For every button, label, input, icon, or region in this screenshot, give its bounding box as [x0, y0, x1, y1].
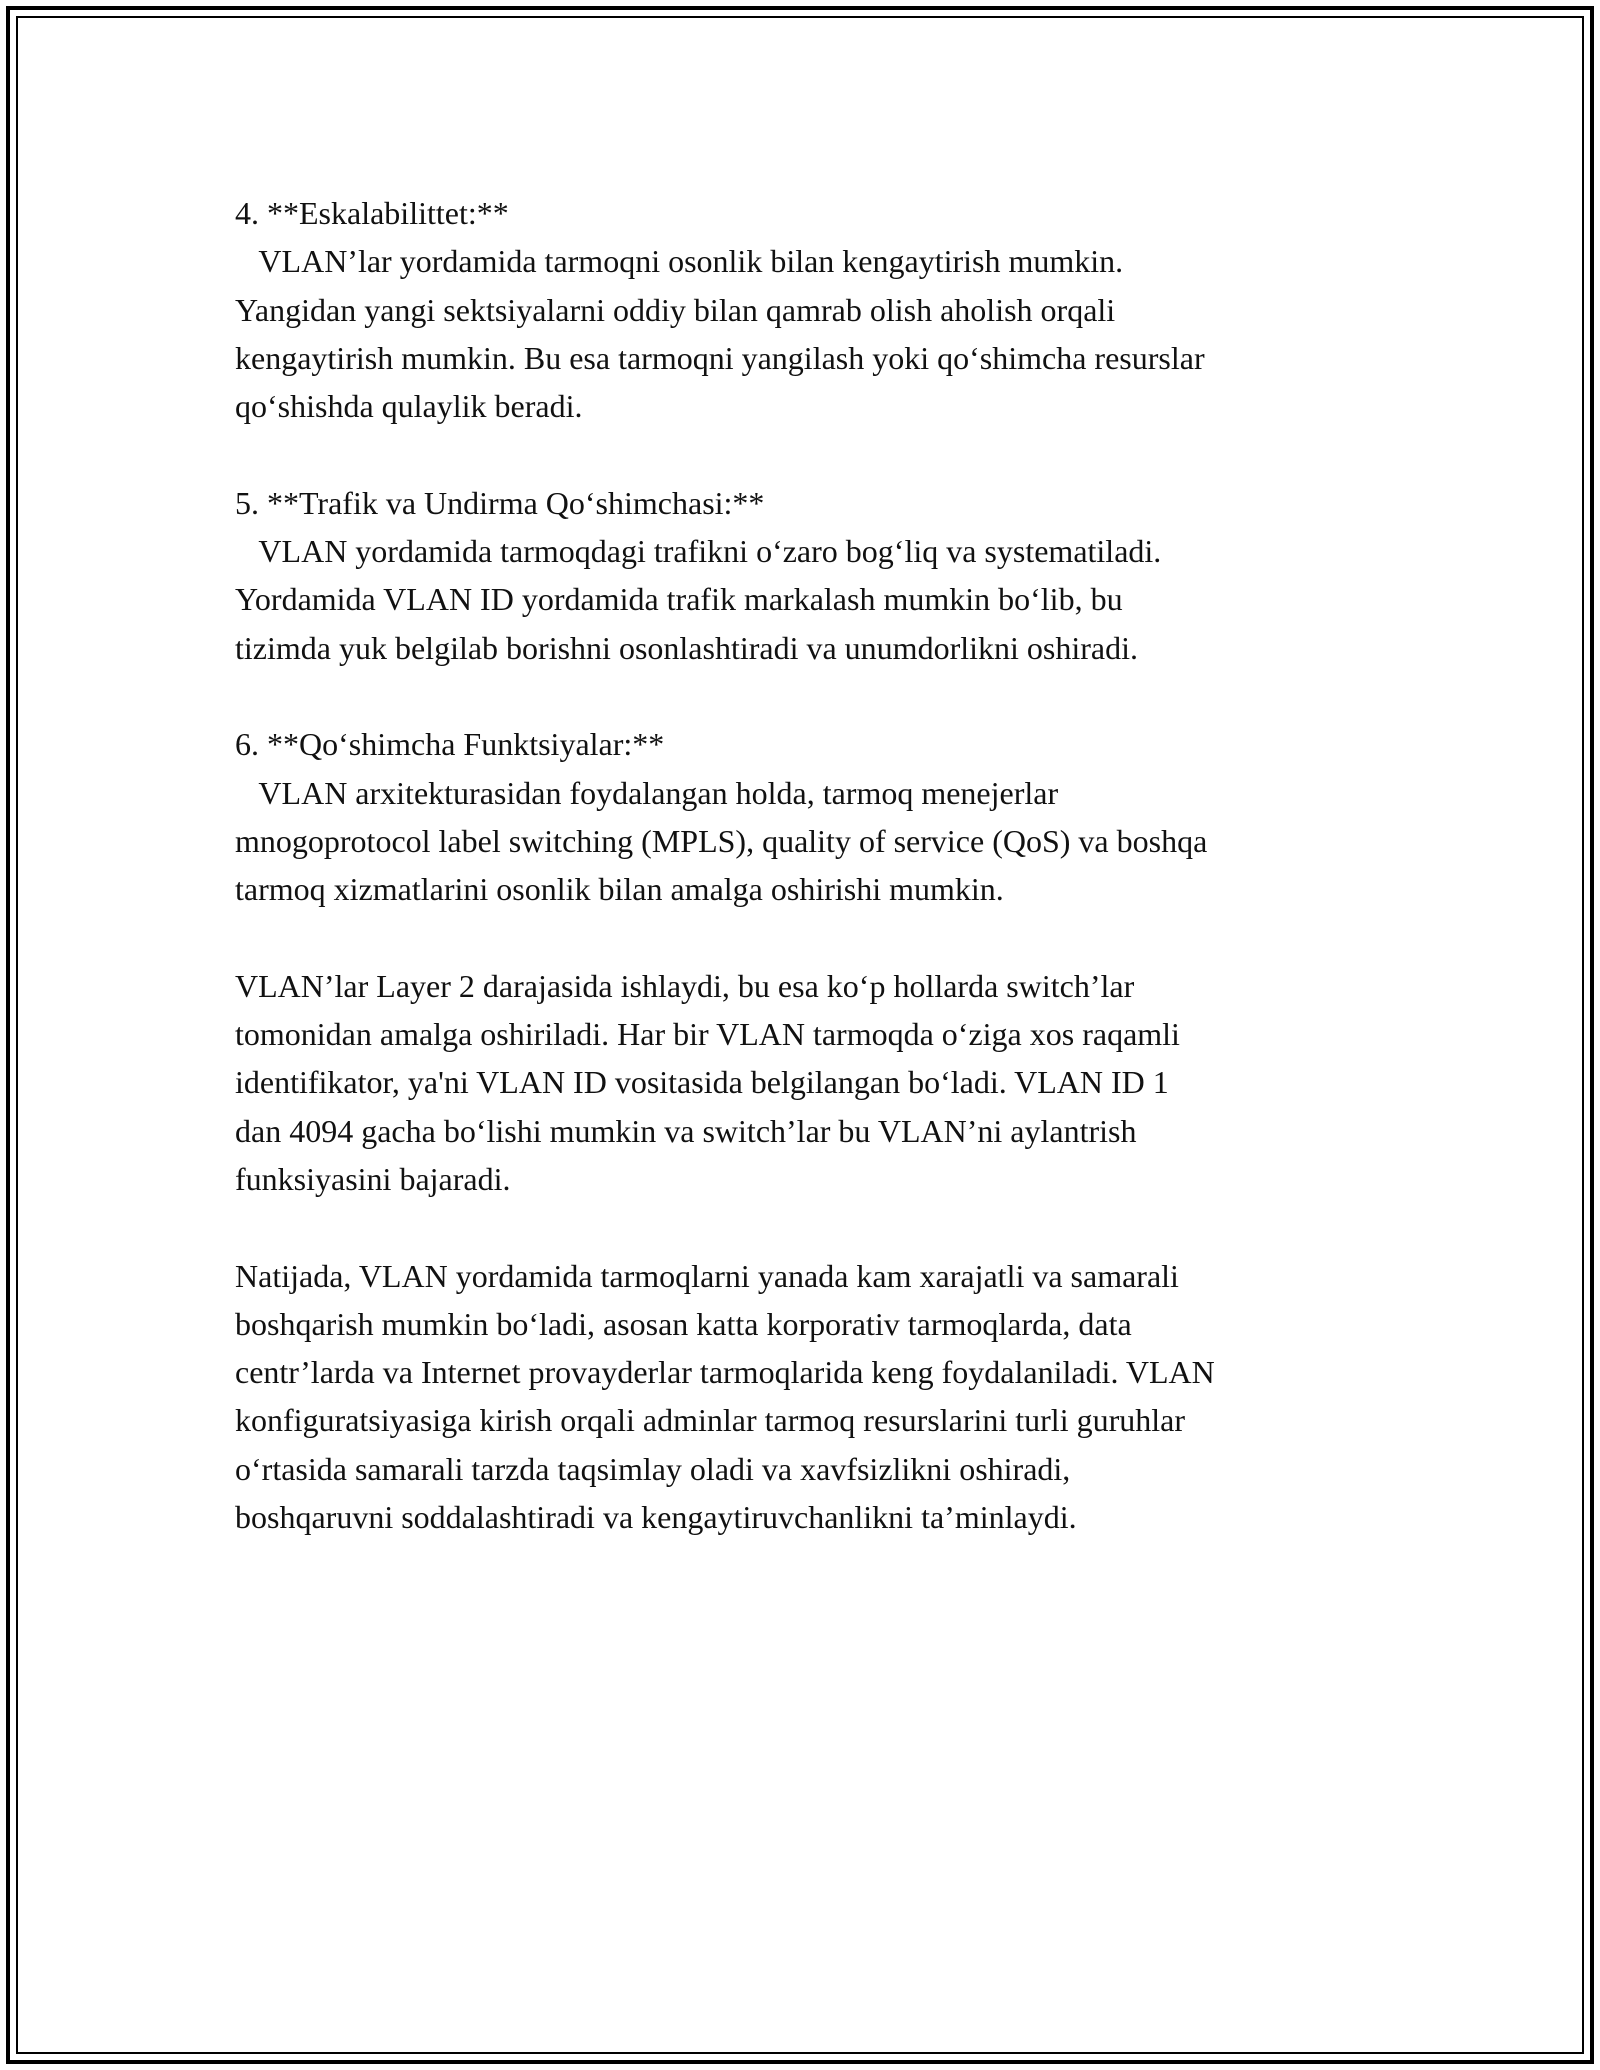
text-line: dan 4094 gacha bo‘lishi mumkin va switch’lar bu VLAN’ni aylantrish — [235, 1112, 1137, 1149]
paragraph-gap — [235, 430, 1415, 478]
text-line: tomonidan amalga oshiriladi. Har bir VLAN tarmoqda o‘ziga xos raqamli — [235, 1016, 1180, 1053]
text-line: funksiyasini bajaradi. — [235, 1160, 511, 1197]
text-line: mnogoprotocol label switching (MPLS), quality of service (QoS) va boshqa — [235, 822, 1208, 859]
text-line: VLAN’lar yordamida tarmoqni osonlik bilan kengaytirish mumkin. — [235, 243, 1124, 280]
section-heading: 5. **Trafik va Undirma Qo‘shimchasi:** — [235, 484, 765, 521]
text-line: identifikator, ya'ni VLAN ID vositasida belgilangan bo‘ladi. VLAN ID 1 — [235, 1064, 1169, 1101]
text-line: qo‘shishda qulaylik beradi. — [235, 388, 583, 425]
text-line: Yangidan yangi sektsiyalarni oddiy bilan qamrab olish aholish orqali — [235, 291, 1116, 328]
paragraph-conclusion — [235, 1252, 1415, 1542]
text-line: boshqaruvni soddalashtiradi va kengaytiruvchanlikni ta’minlaydi. — [235, 1499, 1077, 1536]
section-traffic — [235, 479, 1415, 672]
text-line: centr’larda va Internet provayderlar tarmoqlarida keng foydalaniladi. VLAN — [235, 1354, 1215, 1391]
paragraph-gap — [235, 672, 1415, 720]
text-line: tizimda yuk belgilab borishni osonlashtiradi va unumdorlikni oshiradi. — [235, 629, 1138, 666]
text-line: Yordamida VLAN ID yordamida trafik markalash mumkin bo‘lib, bu — [235, 581, 1123, 618]
section-scalability — [235, 189, 1415, 430]
paragraph-gap — [235, 1203, 1415, 1251]
text-line: konfiguratsiyasiga kirish orqali adminlar tarmoq resurslarini turli guruhlar — [235, 1402, 1185, 1439]
document-body — [235, 189, 1415, 1541]
text-line: tarmoq xizmatlarini osonlik bilan amalga oshirishi mumkin. — [235, 871, 1004, 908]
text-line: VLAN arxitekturasidan foydalangan holda, tarmoq menejerlar — [235, 774, 1059, 811]
text-line: VLAN yordamida tarmoqdagi trafikni o‘zaro bog‘liq va systematiladi. — [235, 533, 1162, 570]
text-line: boshqarish mumkin bo‘ladi, asosan katta korporativ tarmoqlarda, data — [235, 1305, 1132, 1342]
text-line: VLAN’lar Layer 2 darajasida ishlaydi, bu esa ko‘p hollarda switch’lar — [235, 967, 1135, 1004]
text-line: Natijada, VLAN yordamida tarmoqlarni yanada kam xarajatli va samarali — [235, 1257, 1179, 1294]
paragraph-gap — [235, 913, 1415, 961]
text-line: o‘rtasida samarali tarzda taqsimlay oladi va xavfsizlikni oshiradi, — [235, 1450, 1071, 1487]
section-heading: 6. **Qo‘shimcha Funktsiyalar:** — [235, 726, 665, 763]
section-heading: 4. **Eskalabilittet:** — [235, 195, 509, 231]
paragraph-layer2 — [235, 962, 1415, 1203]
text-line: kengaytirish mumkin. Bu esa tarmoqni yangilash yoki qo‘shimcha resurslar — [235, 339, 1205, 376]
section-additional-functions — [235, 720, 1415, 913]
